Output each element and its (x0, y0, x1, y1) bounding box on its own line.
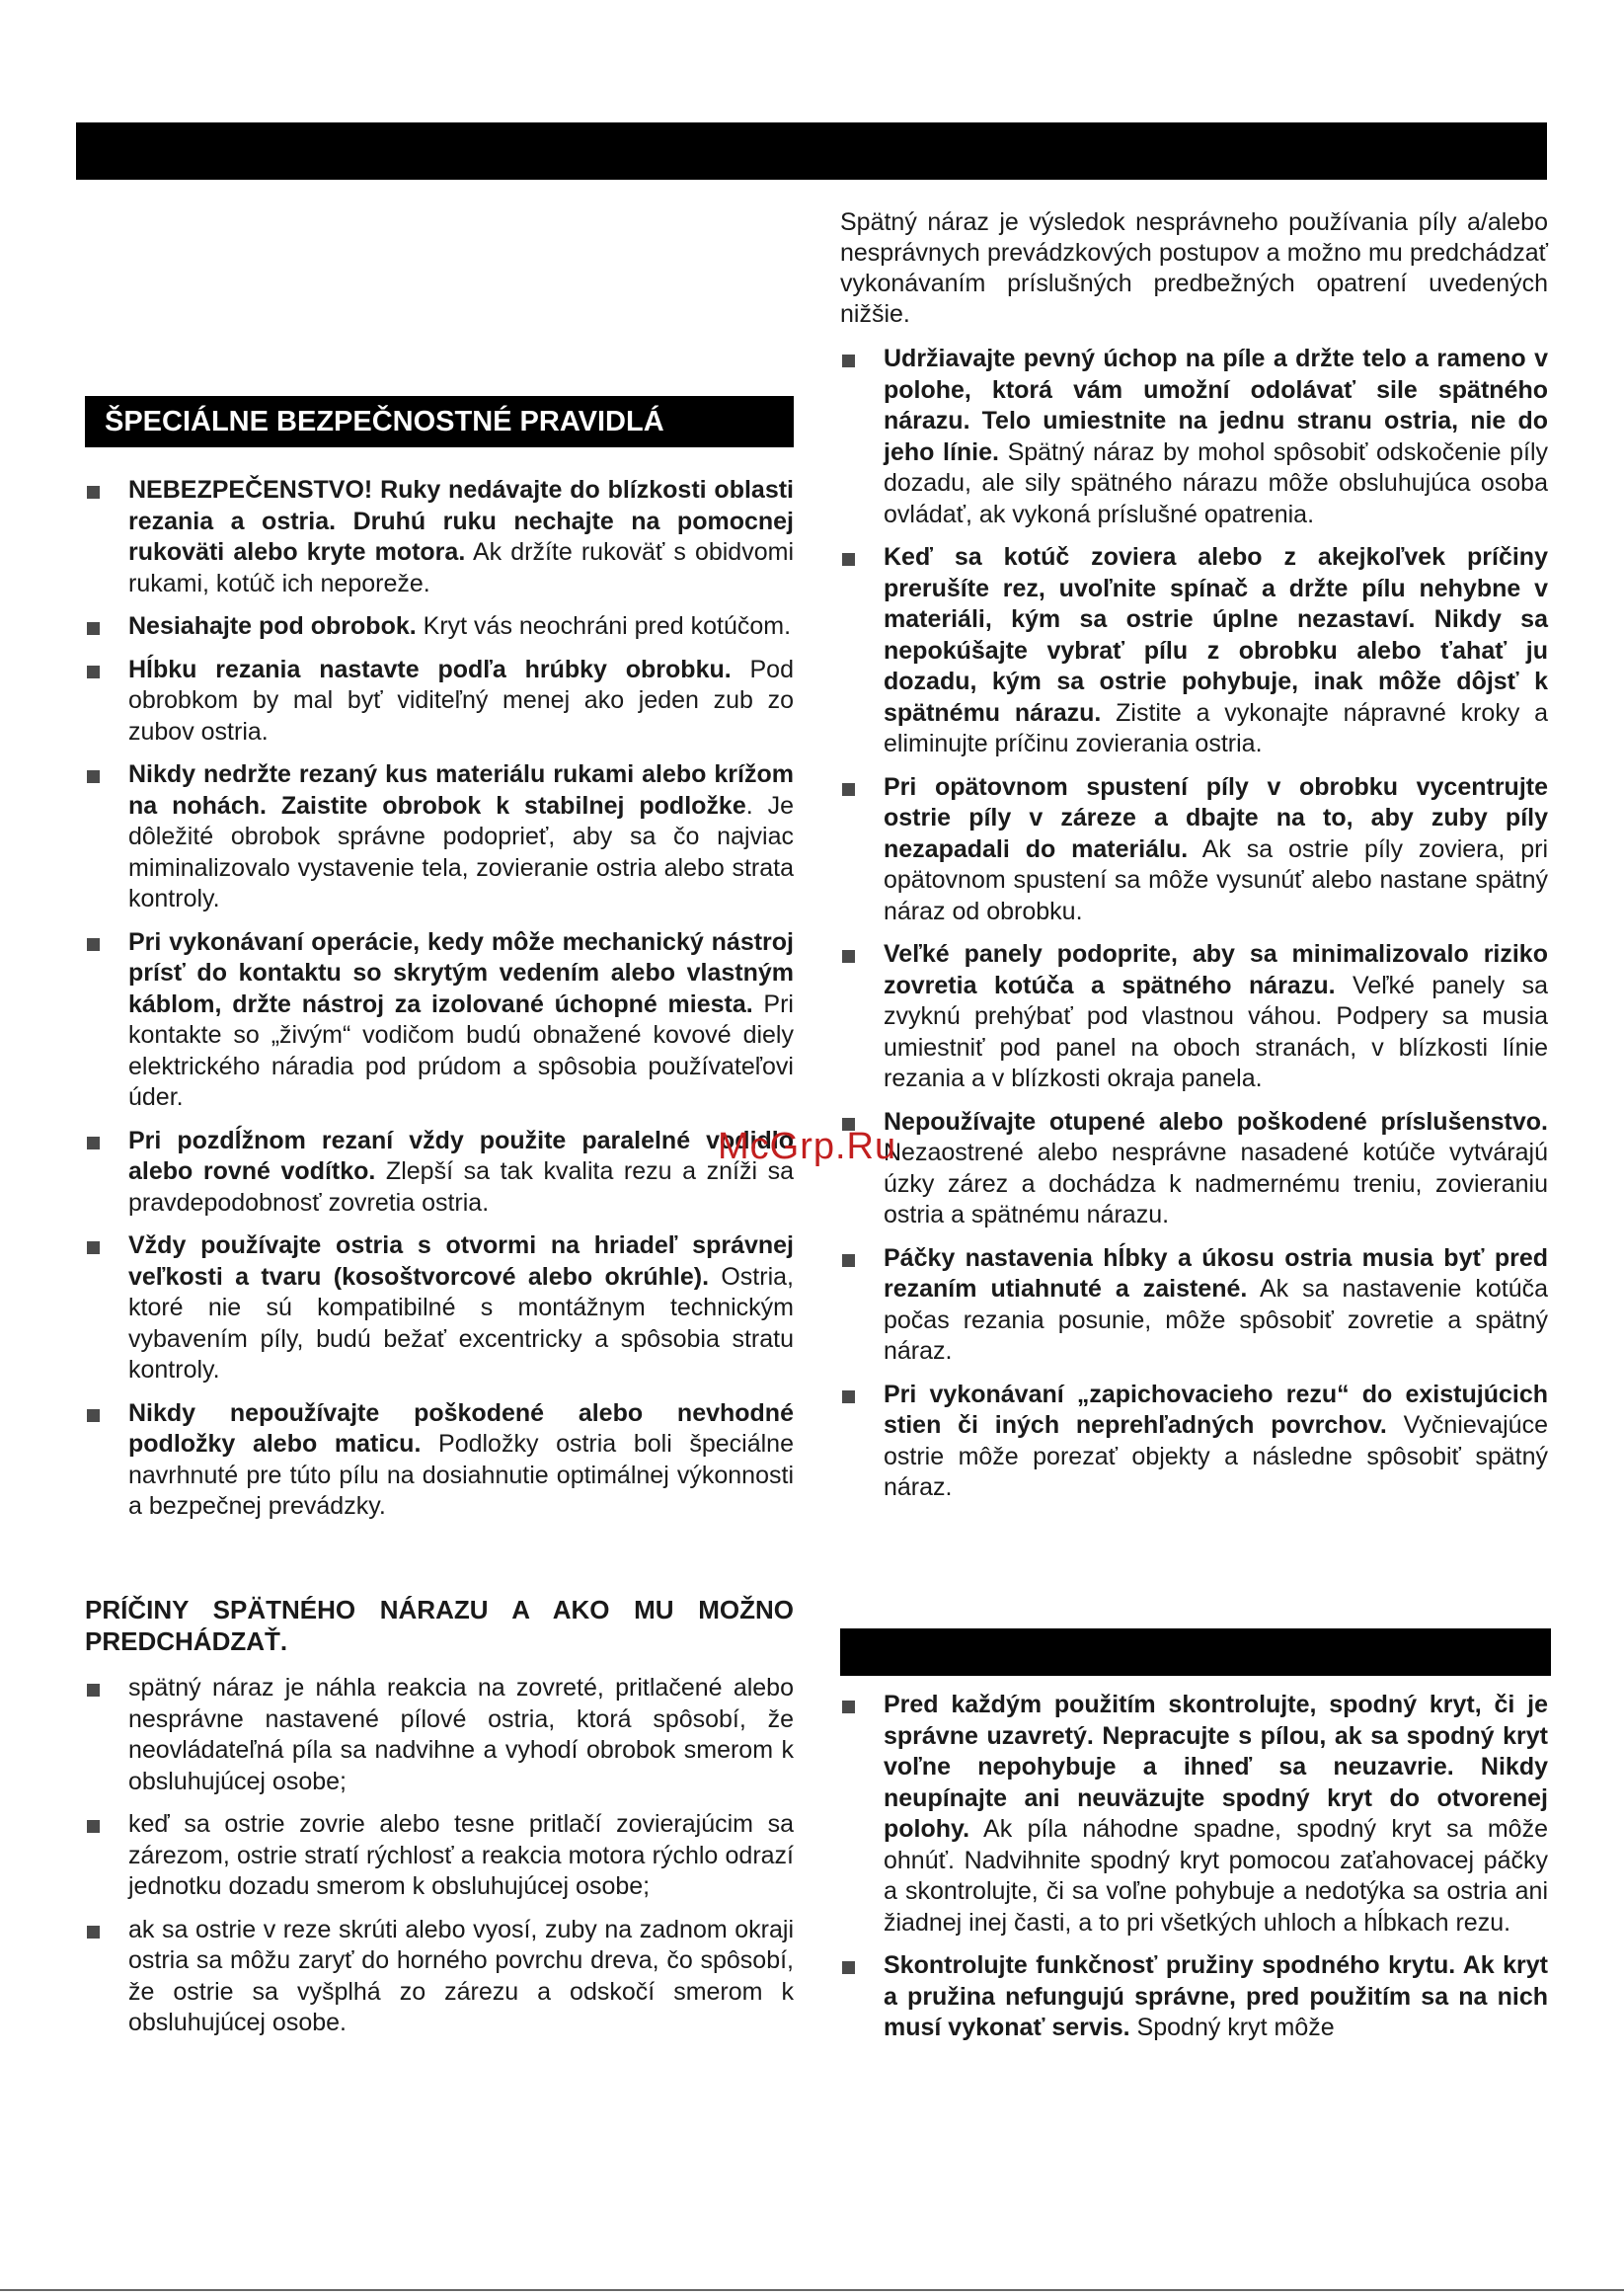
square-bullet-icon (842, 1701, 855, 1713)
right-intro-paragraph: Spätný náraz je výsledok nesprávneho používania píly a/alebo nesprávnych prevádzkových postupov a možno mu predchádzať vykonávaním príslušných predbežných opatrení uvedených nižšie. (840, 208, 1548, 328)
bold-lead-text: Pri vykonávaní operácie, kedy môže mechanický nástroj prísť do kontaktu so skrytým vedením alebo vlastným káblom, držte nástroj za izolované úchopné miesta. (128, 927, 794, 1018)
body-text: Nezaostrené alebo nesprávne nasadené kotúče vytvárajú úzky zárez a dochádza k nadmernému treniu, zovieraniu ostria a spätnému nárazu. (884, 1139, 1548, 1228)
square-bullet-icon (87, 1684, 100, 1697)
square-bullet-icon (87, 770, 100, 783)
square-bullet-icon (842, 1961, 855, 1974)
body-text: Zlepší sa tak kvalita rezu a zníži sa pravdepodobnosť zovretia ostria. (128, 1157, 794, 1217)
body-text: keď sa ostrie zovrie alebo tesne pritlačí zovierajúcim sa zárezom, ostrie stratí rýchlosť a reakcia motora rýchlo odrazí jednotku dozadu smerom k obsluhujúcej osobe; (128, 1810, 794, 1900)
rule-item (85, 1126, 794, 1220)
body-text: Pod obrobkom by mal byť viditeľný menej ako jeden zub zo zubov ostria. (128, 655, 794, 746)
bottom-rule (0, 2289, 1624, 2291)
body-text: Zistite a vykonajte nápravné kroky a eliminujte príčinu zovierania ostria. (884, 698, 1548, 757)
bold-lead-text: Keď sa kotúč zoviera alebo z akejkoľvek príčiny prerušíte rez, uvoľnite spínač a držte pílu nehybne v materiáli, kým sa ostrie úplne nezastaví. Nikdy sa nepokúšajte vybrať pílu z obrobku alebo ťahať ju dozadu, kým sa ostrie pohybuje, inak môže dôjsť k spätnému nárazu. (884, 543, 1548, 727)
bold-lead-text: Páčky nastavenia hĺbky a úkosu ostria musia byť pred rezaním utiahnuté a zaistené. (884, 1243, 1548, 1303)
rule-item (840, 939, 1548, 1095)
square-bullet-icon (842, 783, 855, 796)
body-text: ak sa ostrie v reze skrúti alebo vyosí, zuby na zadnom okraji ostria sa môžu zaryť do horného povrchu dreva, čo spôsobí, že ostrie sa vyšplhá zo zárezu a odskočí smerom k obsluhujúcej osobe. (128, 1915, 794, 2036)
bold-lead-text: Pri opätovnom spustení píly v obrobku vycentrujte ostrie píly v záreze a dbajte na to, aby zuby píly nezapadali do materiálu. (884, 772, 1548, 863)
rule-item (85, 475, 794, 599)
header-bar (76, 122, 1547, 180)
square-bullet-icon (87, 1820, 100, 1833)
body-text: Ak píla náhodne spadne, spodný kryt sa môže ohnúť. Nadvihnite spodný kryt pomocou zaťahovacej páčky a skontrolujte, či sa voľne pohybuje a nedotýka sa ostria ani žiadnej inej časti, a to pri všetkých uhloch a hĺbkach rezu. (884, 1815, 1548, 1937)
square-bullet-icon (87, 1409, 100, 1422)
rule-item (85, 1230, 794, 1386)
body-text: Spodný kryt môže (1129, 2014, 1335, 2041)
bold-lead-text: Veľké panely podoprite, aby sa minimalizovalo riziko zovretia kotúča a spätného nárazu. (884, 940, 1548, 999)
square-bullet-icon (842, 1390, 855, 1403)
rule-item (840, 1243, 1548, 1368)
rule-item (85, 655, 794, 749)
body-text: spätný náraz je náhla reakcia na zovreté, pritlačené alebo nesprávne nastavené pílové ostria, ktorá spôsobí, že neovládateľná píla sa nadvihne a vyhodí obrobok smerom k obsluhujúcej osobe; (128, 1674, 794, 1795)
body-text: Podložky ostria boli špeciálne navrhnuté pre túto pílu na dosiahnutie optimálnej výkonnosti a bezpečnej prevádzky. (128, 1430, 794, 1520)
guard-rules-list (840, 1690, 1548, 2056)
right-rules-list (840, 344, 1548, 1516)
bold-lead-text: Nesiahajte pod obrobok. (128, 612, 417, 640)
body-text: Ak sa nastavenie kotúča počas rezania posunie, môže spôsobiť zovretie a spätný náraz. (884, 1275, 1548, 1365)
bold-lead-text: Pri pozdĺžnom rezaní vždy použite paralelné vodidlo alebo rovné vodítko. (128, 1126, 794, 1185)
rule-item (840, 1380, 1548, 1504)
square-bullet-icon (842, 355, 855, 367)
guard-section-bar (840, 1628, 1551, 1676)
square-bullet-icon (87, 938, 100, 951)
bold-lead-text: Nikdy nedržte rezaný kus materiálu rukami alebo krížom na nohách. Zaistite obrobok k stabilnej podložke (128, 760, 794, 820)
bold-lead-text: NEBEZPEČENSTVO! Ruky nedávajte do blízkosti oblasti rezania a ostria. Druhú ruku nechajte na pomocnej rukoväti alebo kryte motora. (128, 476, 794, 566)
body-text: . Je dôležité obrobok správne podoprieť, aby sa čo najviac miminalizovalo vystavenie tela, zovieranie ostria alebo strata kontroly. (128, 791, 795, 912)
rule-item (85, 1398, 794, 1523)
guard-rule-item (840, 1950, 1548, 2044)
kickback-causes-heading: PRÍČINY SPÄTNÉHO NÁRAZU A AKO MU MOŽNO PREDCHÁDZAŤ. (85, 1595, 794, 1656)
guard-rule-item (840, 1690, 1548, 1939)
square-bullet-icon (87, 486, 100, 499)
square-bullet-icon (87, 1241, 100, 1254)
bold-lead-text: Udržiavajte pevný úchop na píle a držte telo a rameno v polohe, ktorá vám umožní odolávať sile spätného nárazu. Telo umiestnite na jednu stranu ostria, nie do jeho línie. (884, 345, 1548, 466)
rule-item (840, 344, 1548, 530)
square-bullet-icon (842, 1254, 855, 1267)
rule-item (85, 927, 794, 1114)
bold-lead-text: Nepoužívajte otupené alebo poškodené príslušenstvo. (884, 1107, 1548, 1136)
section-heading: ŠPECIÁLNE BEZPEČNOSTNÉ PRAVIDLÁ (85, 396, 794, 447)
watermark: McGrp.Ru (718, 1126, 897, 1167)
rule-item (840, 772, 1548, 928)
body-text: Ak sa ostrie píly zovierа, pri opätovnom spustení sa môže vysunúť alebo nastane spätný náraz od obrobku. (884, 834, 1549, 925)
square-bullet-icon (842, 553, 855, 566)
body-text: Spätný náraz by mohol spôsobiť odskočenie píly dozadu, ale sily spätného nárazu môže obsluhujúca osoba ovládať, ak vykoná príslušné opatrenia. (884, 437, 1548, 528)
body-text: Pri kontakte so „živým“ vodičom budú obnažené kovové diely elektrického náradia pod prúdom a spôsobia používateľovi úder. (128, 990, 794, 1111)
body-text: Vyčnievajúce ostrie môže porezať objekty a následne spôsobiť spätný náraz. (884, 1411, 1548, 1501)
rule-item (85, 611, 794, 643)
body-text: Kryt vás neochráni pred kotúčom. (416, 612, 792, 640)
rule-item (85, 759, 794, 915)
cause-item (85, 1809, 794, 1903)
kickback-causes-list (85, 1673, 794, 2051)
body-text: Ostria, ktoré nie sú kompatibilné s montážnym technickým vybavením píly, budú bežať excentricky a spôsobia stratu kontroly. (128, 1262, 794, 1384)
rule-item (840, 542, 1548, 760)
square-bullet-icon (87, 622, 100, 635)
bold-lead-text: Vždy používajte ostria s otvormi na hriadeľ správnej veľkosti a tvaru (kosoštvorcové alebo okrúhle). (128, 1231, 794, 1291)
square-bullet-icon (87, 1926, 100, 1939)
cause-item (85, 1673, 794, 1797)
square-bullet-icon (842, 950, 855, 963)
square-bullet-icon (87, 666, 100, 678)
rule-item (840, 1107, 1548, 1231)
left-rules-list (85, 475, 794, 1535)
bold-lead-text: Nikdy nepoužívajte poškodené alebo nevhodné podložky alebo maticu. (128, 1398, 794, 1458)
bold-lead-text: Pred každým použitím skontrolujte, spodný kryt, či je správne uzavretý. Nepracujte s pílou, ak sa spodný kryt voľne nepohybuje a ihneď sa neuzavrie. Nikdy neupínajte ani neuväzujte spodný kryt do otvorenej polohy. (884, 1691, 1548, 1843)
bold-lead-text: Hĺbku rezania nastavte podľa hrúbky obrobku. (128, 655, 732, 683)
square-bullet-icon (87, 1137, 100, 1149)
body-text: Ak držíte rukoväť s obidvomi rukami, kotúč ich neporeže. (128, 538, 794, 597)
body-text: Veľké panely sa zvyknú prehýbať pod vlastnou váhou. Podpery sa musia umiestniť pod panel na oboch stranách, v blízkosti línie rezania a v blízkosti okraja panela. (884, 971, 1548, 1092)
bold-lead-text: Pri vykonávaní „zapichovacieho rezu“ do existujúcich stien či iných neprehľadných povrchov. (884, 1380, 1548, 1439)
bold-lead-text: Skontrolujte funkčnosť pružiny spodného krytu. Ak kryt a pružina nefungujú správne, pred použitím sa na nich musí vykonať servis. (884, 1951, 1548, 2041)
cause-item (85, 1915, 794, 2039)
